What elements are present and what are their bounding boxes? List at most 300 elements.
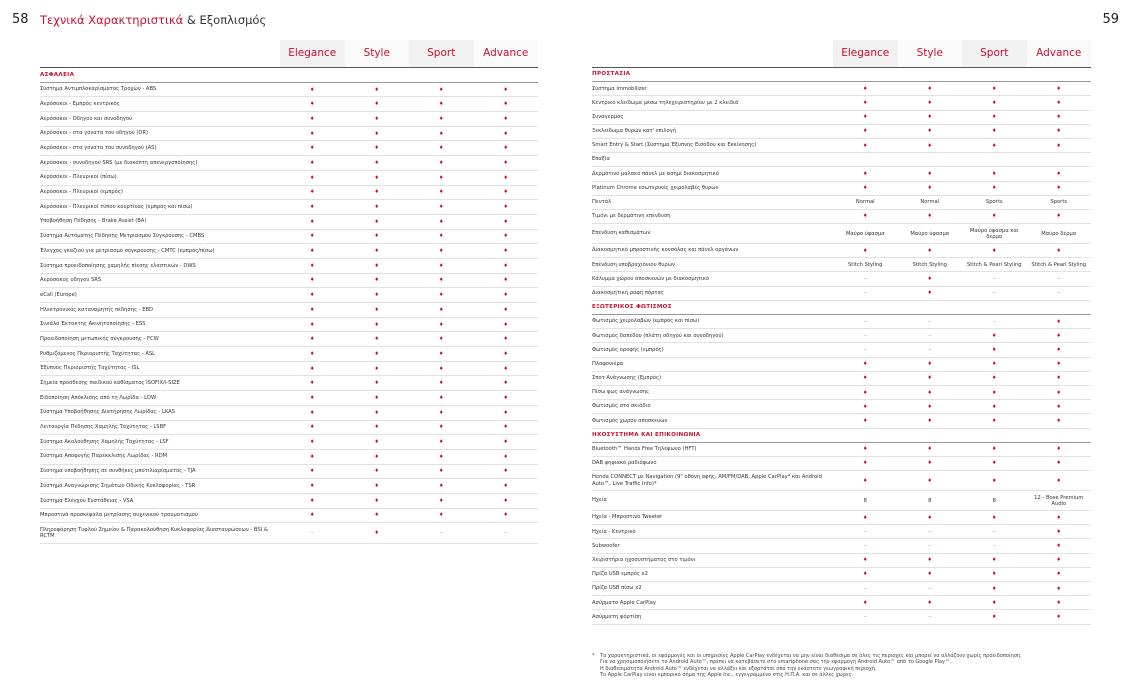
- feature-label: Smart Entry & Start (Σύστημα Έξυπνης Εισόδου και Εκκίνησης): [592, 142, 757, 149]
- feature-row: [40, 479, 538, 494]
- not-available-dash: –: [928, 318, 932, 325]
- standard-diamond-icon: ♦: [438, 439, 444, 446]
- standard-diamond-icon: ♦: [927, 571, 933, 578]
- standard-diamond-icon: ♦: [862, 185, 868, 192]
- standard-diamond-icon: ♦: [374, 321, 380, 328]
- standard-diamond-icon: ♦: [374, 380, 380, 387]
- section-heading: [592, 68, 1091, 82]
- feature-value: Normal: [920, 199, 940, 206]
- standard-diamond-icon: ♦: [309, 350, 315, 357]
- standard-diamond-icon: ♦: [503, 86, 509, 93]
- not-available-dash: –: [928, 613, 932, 620]
- standard-diamond-icon: ♦: [374, 277, 380, 284]
- title-amp: & Εξοπλισμός: [186, 13, 267, 27]
- not-available-dash: –: [863, 276, 867, 283]
- feature-label: Αερόσακοι - στα γόνατα του συνοδηγού (AS): [40, 145, 157, 152]
- feature-label: Σύστημα Αντιμπλοκαρίσματος Τροχών - ABS: [40, 86, 157, 93]
- feature-row: [592, 386, 1091, 400]
- standard-diamond-icon: ♦: [927, 361, 933, 368]
- standard-diamond-icon: ♦: [309, 86, 315, 93]
- section-heading: [592, 153, 1091, 167]
- standard-diamond-icon: ♦: [309, 174, 315, 181]
- standard-diamond-icon: ♦: [374, 101, 380, 108]
- feature-label: Σύστημα Ελέγχου Ευστάθειας - VSA: [40, 497, 134, 504]
- feature-label: Σύστημα προειδοποίησης χαμηλής πίεσης ελαστικών - DWS: [40, 262, 196, 269]
- standard-diamond-icon: ♦: [309, 497, 315, 504]
- section-heading-label: ΠΡΟΣΤΑΣΙΑ: [592, 71, 631, 78]
- standard-diamond-icon: ♦: [374, 468, 380, 475]
- standard-diamond-icon: ♦: [503, 189, 509, 196]
- column-header-style: Style: [898, 40, 963, 67]
- standard-diamond-icon: ♦: [1056, 528, 1062, 535]
- title-main: Τεχνικά Χαρακτηριστικά: [40, 13, 184, 27]
- standard-diamond-icon: ♦: [309, 380, 315, 387]
- standard-diamond-icon: ♦: [991, 142, 997, 149]
- standard-diamond-icon: ♦: [503, 277, 509, 284]
- feature-value: Stitch & Pearl Styling: [966, 261, 1022, 268]
- feature-label: Φωτισμός χώρου αποσκευών: [592, 417, 668, 424]
- feature-label: Ηλεκτρονικός καταναμητής πέδησης - EBD: [40, 306, 154, 313]
- standard-diamond-icon: ♦: [1056, 85, 1062, 92]
- feature-row: [592, 210, 1091, 224]
- feature-label: Σύστημα Αυτόματης Πέδησης Μετριασμού Σύγκρουσης - CMBS: [40, 233, 205, 240]
- feature-label: Αερόσακος οδηγού SRS: [40, 277, 102, 284]
- feature-row: [40, 83, 538, 98]
- standard-diamond-icon: ♦: [438, 277, 444, 284]
- feature-row: [40, 244, 538, 259]
- standard-diamond-icon: ♦: [374, 306, 380, 313]
- standard-diamond-icon: ♦: [309, 365, 315, 372]
- footnote-line: Τα χαρακτηριστικά, οι εφαρμογές και οι υπηρεσίες Apple CarPlay ενδέχεται να μην είναι διαθέσιμα σε όλες τις περιοχές και μπορεί να αλλάζουν χωρίς προειδοποίηση.: [600, 653, 1022, 659]
- standard-diamond-icon: ♦: [991, 477, 997, 484]
- feature-row: [40, 391, 538, 406]
- feature-row: [40, 509, 538, 524]
- standard-diamond-icon: ♦: [862, 375, 868, 382]
- standard-diamond-icon: ♦: [438, 350, 444, 357]
- feature-row: [40, 303, 538, 318]
- feature-label: Διακοσμητική ραφή πόρτας: [592, 289, 664, 296]
- feature-row: [40, 288, 538, 303]
- feature-row: [40, 200, 538, 215]
- not-available-dash: –: [992, 318, 996, 325]
- standard-diamond-icon: ♦: [862, 247, 868, 254]
- standard-diamond-icon: ♦: [991, 557, 997, 564]
- standard-diamond-icon: ♦: [1056, 403, 1062, 410]
- standard-diamond-icon: ♦: [503, 262, 509, 269]
- standard-diamond-icon: ♦: [309, 248, 315, 255]
- standard-diamond-icon: ♦: [309, 115, 315, 122]
- feature-value: Stitch Styling: [848, 261, 883, 268]
- standard-diamond-icon: ♦: [503, 101, 509, 108]
- feature-row: [592, 196, 1091, 210]
- standard-diamond-icon: ♦: [862, 477, 868, 484]
- spec-rows-left: [40, 68, 538, 544]
- standard-diamond-icon: ♦: [374, 409, 380, 416]
- standard-diamond-icon: ♦: [991, 85, 997, 92]
- feature-row: [592, 554, 1091, 568]
- feature-label: Μπροστινά προσκέφαλα μετρίασης αυχενικού τραυματισμού: [40, 512, 198, 519]
- standard-diamond-icon: ♦: [374, 439, 380, 446]
- feature-label: Κάλυμμα χώρου αποσκευών με διακοσμητικό: [592, 275, 710, 282]
- feature-row: [592, 596, 1091, 610]
- standard-diamond-icon: ♦: [927, 128, 933, 135]
- feature-row: [592, 525, 1091, 539]
- standard-diamond-icon: ♦: [309, 130, 315, 137]
- feature-row: [40, 259, 538, 274]
- not-available-dash: –: [992, 543, 996, 550]
- standard-diamond-icon: ♦: [438, 453, 444, 460]
- feature-label: Honda CONNECT με Navigation (9" οθόνη αφής, AM/FM/DAB, Apple CarPlay* και Android Auto™, Live Traffic Info)*: [592, 474, 822, 487]
- standard-diamond-icon: ♦: [927, 403, 933, 410]
- standard-diamond-icon: ♦: [862, 514, 868, 521]
- standard-diamond-icon: ♦: [374, 394, 380, 401]
- feature-label: Επένδυση καθισμάτων: [592, 230, 651, 237]
- feature-label: Τιμόνι με δερμάτινη επένδυση: [592, 213, 671, 220]
- standard-diamond-icon: ♦: [438, 101, 444, 108]
- standard-diamond-icon: ♦: [374, 115, 380, 122]
- standard-diamond-icon: ♦: [991, 170, 997, 177]
- not-available-dash: –: [928, 543, 932, 550]
- footnote-marker: *: [592, 653, 595, 659]
- standard-diamond-icon: ♦: [1056, 417, 1062, 424]
- feature-label: Φωτισμός οροφής (εμπρός): [592, 346, 664, 353]
- standard-diamond-icon: ♦: [991, 403, 997, 410]
- standard-diamond-icon: ♦: [862, 114, 868, 121]
- not-available-dash: –: [992, 276, 996, 283]
- feature-row: [40, 406, 538, 421]
- section-heading: [592, 301, 1091, 315]
- feature-label: Συναγερμός: [592, 113, 624, 120]
- footnote-line: Για να χρησιμοποιήσετε το Android Auto™, πρέπει να κατεβάσετε στο smartphone σας την εφαρμογή Android Auto™ από το Google Play™.: [600, 659, 952, 666]
- feature-label: Φωτισμός χειρολαβών (εμπρός και πίσω): [592, 318, 700, 325]
- feature-label: Platinum Chrome εσωτερικές χειρολαβές θυρών: [592, 184, 719, 191]
- feature-row: [40, 156, 538, 171]
- standard-diamond-icon: ♦: [374, 292, 380, 299]
- column-header-row: [40, 40, 538, 68]
- feature-row: [40, 274, 538, 289]
- not-available-dash: –: [310, 530, 314, 537]
- standard-diamond-icon: ♦: [991, 389, 997, 396]
- page-title: [40, 13, 266, 27]
- not-available-dash: –: [863, 585, 867, 592]
- not-available-dash: –: [863, 318, 867, 325]
- feature-row: [592, 539, 1091, 553]
- standard-diamond-icon: ♦: [1056, 389, 1062, 396]
- standard-diamond-icon: ♦: [927, 389, 933, 396]
- feature-row: [592, 610, 1091, 624]
- header-spacer: [592, 40, 833, 67]
- standard-diamond-icon: ♦: [374, 424, 380, 431]
- standard-diamond-icon: ♦: [991, 185, 997, 192]
- standard-diamond-icon: ♦: [503, 380, 509, 387]
- standard-diamond-icon: ♦: [438, 189, 444, 196]
- standard-diamond-icon: ♦: [438, 394, 444, 401]
- standard-diamond-icon: ♦: [503, 350, 509, 357]
- standard-diamond-icon: ♦: [374, 336, 380, 343]
- feature-row: [592, 315, 1091, 329]
- standard-diamond-icon: ♦: [374, 86, 380, 93]
- standard-diamond-icon: ♦: [862, 557, 868, 564]
- standard-diamond-icon: ♦: [927, 375, 933, 382]
- not-available-dash: –: [928, 528, 932, 535]
- feature-row: [40, 215, 538, 230]
- feature-label: Ηχεία: [592, 497, 607, 504]
- standard-diamond-icon: ♦: [1056, 477, 1062, 484]
- feature-label: Υποβοήθηση Πέδησης - Brake Assist (BA): [40, 218, 147, 225]
- standard-diamond-icon: ♦: [438, 262, 444, 269]
- standard-diamond-icon: ♦: [503, 130, 509, 137]
- feature-label: Ασύρματο Apple CarPlay: [592, 599, 656, 606]
- feature-row: [592, 491, 1091, 511]
- feature-value: Μαύρο ύφασμα και δέρμα: [969, 227, 1019, 240]
- standard-diamond-icon: ♦: [438, 204, 444, 211]
- standard-diamond-icon: ♦: [438, 248, 444, 255]
- standard-diamond-icon: ♦: [862, 361, 868, 368]
- standard-diamond-icon: ♦: [862, 142, 868, 149]
- feature-label: Σύστημα Αναγνώρισης Σημάτων Οδικής Κυκλοφορίας - TSR: [40, 482, 196, 489]
- feature-label: Ειδοποίηση Απόκλισης από τη Λωρίδα - LDW: [40, 394, 157, 401]
- standard-diamond-icon: ♦: [309, 453, 315, 460]
- feature-row: [40, 376, 538, 391]
- section-heading: [592, 429, 1091, 443]
- standard-diamond-icon: ♦: [374, 174, 380, 181]
- feature-row: [592, 568, 1091, 582]
- standard-diamond-icon: ♦: [503, 453, 509, 460]
- feature-value: Sports: [1050, 199, 1068, 206]
- standard-diamond-icon: ♦: [1056, 571, 1062, 578]
- feature-label: Αερόσακοι - Εμπρός κεντρικός: [40, 100, 120, 107]
- standard-diamond-icon: ♦: [309, 468, 315, 475]
- standard-diamond-icon: ♦: [1056, 114, 1062, 121]
- standard-diamond-icon: ♦: [862, 99, 868, 106]
- standard-diamond-icon: ♦: [309, 189, 315, 196]
- standard-diamond-icon: ♦: [991, 599, 997, 606]
- standard-diamond-icon: ♦: [927, 99, 933, 106]
- feature-row: [40, 450, 538, 465]
- feature-value: 12 - Bose Premium Audio: [1034, 494, 1084, 507]
- not-available-dash: –: [928, 585, 932, 592]
- column-header-sport: Sport: [409, 40, 474, 67]
- feature-row: [592, 244, 1091, 258]
- feature-label: Ηχεία - Μπροστινό Tweeter: [592, 514, 663, 521]
- feature-label: Subwoofer: [592, 542, 620, 549]
- standard-diamond-icon: ♦: [374, 159, 380, 166]
- page-number-left: 58: [12, 12, 29, 27]
- feature-row: [40, 97, 538, 112]
- feature-row: [40, 186, 538, 201]
- standard-diamond-icon: ♦: [1056, 332, 1062, 339]
- standard-diamond-icon: ♦: [503, 512, 509, 519]
- feature-row: [592, 182, 1091, 196]
- feature-label: Πλαφονιέρα: [592, 360, 624, 367]
- standard-diamond-icon: ♦: [309, 512, 315, 519]
- standard-diamond-icon: ♦: [927, 557, 933, 564]
- feature-value: Μαύρο ύφασμα: [910, 230, 950, 237]
- standard-diamond-icon: ♦: [438, 321, 444, 328]
- page-number-right: 59: [1102, 12, 1119, 27]
- feature-value: Sports: [985, 199, 1003, 206]
- standard-diamond-icon: ♦: [503, 439, 509, 446]
- column-header-elegance: Elegance: [833, 40, 898, 67]
- feature-label: Φωτισμός στο σκιάδιο: [592, 403, 651, 410]
- feature-row: [40, 435, 538, 450]
- standard-diamond-icon: ♦: [1056, 514, 1062, 521]
- standard-diamond-icon: ♦: [927, 514, 933, 521]
- feature-value: Μαύρο ύφασμα: [845, 230, 885, 237]
- feature-label: Αερόσακοι - συνοδηγού SRS (με διακόπτη απενεργοποίησης): [40, 159, 198, 166]
- feature-value: Stitch & Pearl Styling: [1031, 261, 1087, 268]
- standard-diamond-icon: ♦: [991, 114, 997, 121]
- standard-diamond-icon: ♦: [927, 446, 933, 453]
- feature-label: Ηχεία - Κεντρικό: [592, 528, 636, 535]
- standard-diamond-icon: ♦: [438, 218, 444, 225]
- standard-diamond-icon: ♦: [862, 128, 868, 135]
- standard-diamond-icon: ♦: [309, 233, 315, 240]
- standard-diamond-icon: ♦: [1056, 318, 1062, 325]
- feature-label: Bluetooth™ Hands Free Τηλέφωνο (HFT): [592, 446, 697, 453]
- standard-diamond-icon: ♦: [374, 512, 380, 519]
- feature-row: [592, 471, 1091, 491]
- column-header-sport: Sport: [962, 40, 1027, 67]
- footnote: [592, 653, 1092, 678]
- footnote-line: Το Apple CarPlay είναι εμπορικό σήμα της Apple Inc., εγγεγραμμένο στις Η.Π.Α. και σε άλλες χώρες.: [600, 671, 854, 678]
- standard-diamond-icon: ♦: [438, 336, 444, 343]
- feature-label: Πρίζα USB πίσω x2: [592, 585, 642, 592]
- standard-diamond-icon: ♦: [862, 213, 868, 220]
- feature-row: [592, 329, 1091, 343]
- standard-diamond-icon: ♦: [927, 290, 933, 297]
- feature-row: [592, 224, 1091, 244]
- not-available-dash: –: [928, 346, 932, 353]
- standard-diamond-icon: ♦: [503, 218, 509, 225]
- standard-diamond-icon: ♦: [1056, 599, 1062, 606]
- not-available-dash: –: [1057, 290, 1061, 297]
- feature-row: [592, 167, 1091, 181]
- standard-diamond-icon: ♦: [309, 321, 315, 328]
- feature-row: [592, 139, 1091, 153]
- standard-diamond-icon: ♦: [309, 262, 315, 269]
- standard-diamond-icon: ♦: [991, 514, 997, 521]
- standard-diamond-icon: ♦: [438, 115, 444, 122]
- feature-row: [40, 141, 538, 156]
- standard-diamond-icon: ♦: [927, 276, 933, 283]
- standard-diamond-icon: ♦: [991, 332, 997, 339]
- feature-value: 8: [992, 497, 996, 504]
- standard-diamond-icon: ♦: [1056, 543, 1062, 550]
- not-available-dash: –: [1057, 276, 1061, 283]
- standard-diamond-icon: ♦: [309, 439, 315, 446]
- feature-label: Επένδυση υποβραχιόνιου θυρών: [592, 261, 675, 268]
- standard-diamond-icon: ♦: [503, 233, 509, 240]
- standard-diamond-icon: ♦: [927, 477, 933, 484]
- feature-row: [592, 258, 1091, 272]
- standard-diamond-icon: ♦: [503, 292, 509, 299]
- standard-diamond-icon: ♦: [309, 483, 315, 490]
- feature-row: [592, 96, 1091, 110]
- standard-diamond-icon: ♦: [309, 336, 315, 343]
- standard-diamond-icon: ♦: [503, 306, 509, 313]
- standard-diamond-icon: ♦: [309, 424, 315, 431]
- standard-diamond-icon: ♦: [309, 159, 315, 166]
- standard-diamond-icon: ♦: [374, 350, 380, 357]
- not-available-dash: –: [992, 528, 996, 535]
- standard-diamond-icon: ♦: [503, 365, 509, 372]
- feature-label: Έλεγχος γκαζιού για μετριασμό σύγκρουσης - CMTC (εμπρός/πίσω): [40, 247, 215, 254]
- standard-diamond-icon: ♦: [374, 530, 380, 537]
- feature-row: [592, 82, 1091, 96]
- feature-label: Αερόσακοι - Πλευρικοί (εμπρός): [40, 189, 123, 196]
- feature-value: 8: [863, 497, 867, 504]
- standard-diamond-icon: ♦: [503, 424, 509, 431]
- standard-diamond-icon: ♦: [1056, 213, 1062, 220]
- standard-diamond-icon: ♦: [309, 306, 315, 313]
- standard-diamond-icon: ♦: [991, 585, 997, 592]
- standard-diamond-icon: ♦: [503, 248, 509, 255]
- standard-diamond-icon: ♦: [438, 365, 444, 372]
- feature-label: Φωτισμός δαπέδου (πλάτη οδηγού και συνοδηγού): [592, 332, 724, 339]
- standard-diamond-icon: ♦: [862, 85, 868, 92]
- not-available-dash: –: [863, 543, 867, 550]
- standard-diamond-icon: ♦: [862, 571, 868, 578]
- standard-diamond-icon: ♦: [503, 145, 509, 152]
- section-heading-label: Επαξία: [592, 156, 610, 163]
- feature-label: Σποτ Ανάγνωσης (Εμπρός): [592, 375, 662, 382]
- standard-diamond-icon: ♦: [1056, 142, 1062, 149]
- footnote-line: Η διαθεσιμότητα Android Auto™ ενδέχεται να αλλάξει και εξαρτάται από την εκάστοτε γεωγραφική περιοχή.: [600, 665, 877, 672]
- feature-row: [592, 414, 1091, 428]
- standard-diamond-icon: ♦: [991, 361, 997, 368]
- feature-row: [592, 511, 1091, 525]
- standard-diamond-icon: ♦: [927, 213, 933, 220]
- spec-table-left: [40, 40, 538, 544]
- standard-diamond-icon: ♦: [1056, 346, 1062, 353]
- not-available-dash: –: [863, 332, 867, 339]
- standard-diamond-icon: ♦: [374, 145, 380, 152]
- standard-diamond-icon: ♦: [374, 453, 380, 460]
- feature-label: Σύστημα Υποβοήθησης Διατήρησης Λωρίδας - LKAS: [40, 409, 176, 416]
- section-heading-label: ΗΧΟΣΥΣΤΗΜΑ ΚΑΙ ΕΠΙΚΟΙΝΩΝΙΑ: [592, 431, 701, 438]
- feature-row: [592, 125, 1091, 139]
- standard-diamond-icon: ♦: [927, 599, 933, 606]
- standard-diamond-icon: ♦: [309, 409, 315, 416]
- standard-diamond-icon: ♦: [1056, 185, 1062, 192]
- not-available-dash: –: [863, 346, 867, 353]
- standard-diamond-icon: ♦: [438, 512, 444, 519]
- standard-diamond-icon: ♦: [991, 346, 997, 353]
- not-available-dash: –: [863, 290, 867, 297]
- standard-diamond-icon: ♦: [927, 170, 933, 177]
- feature-label: Σύστημα Immobilizer: [592, 85, 647, 92]
- section-heading-label: ΑΣΦΑΛΕΙΑ: [40, 71, 75, 78]
- not-available-dash: –: [863, 613, 867, 620]
- feature-label: DAB ψηφιακό ραδιόφωνο: [592, 460, 657, 467]
- feature-label: Σινιάλο Έκτακτης Ακινητοποίησης - ESS: [40, 321, 146, 328]
- feature-row: [592, 372, 1091, 386]
- spec-rows-right: [592, 68, 1091, 625]
- feature-row: [40, 465, 538, 480]
- feature-label: Σύστημα υποβοήθησης σε συνθήκες μποτιλιαρίσματος - TJA: [40, 468, 196, 475]
- standard-diamond-icon: ♦: [1056, 613, 1062, 620]
- standard-diamond-icon: ♦: [438, 130, 444, 137]
- standard-diamond-icon: ♦: [503, 409, 509, 416]
- feature-label: Δερμάτινο μαλακό πάνελ με ασημί διακοσμητικό: [592, 170, 720, 177]
- standard-diamond-icon: ♦: [438, 159, 444, 166]
- standard-diamond-icon: ♦: [438, 292, 444, 299]
- standard-diamond-icon: ♦: [438, 483, 444, 490]
- section-heading: [40, 68, 538, 83]
- not-available-dash: –: [504, 530, 508, 537]
- standard-diamond-icon: ♦: [503, 468, 509, 475]
